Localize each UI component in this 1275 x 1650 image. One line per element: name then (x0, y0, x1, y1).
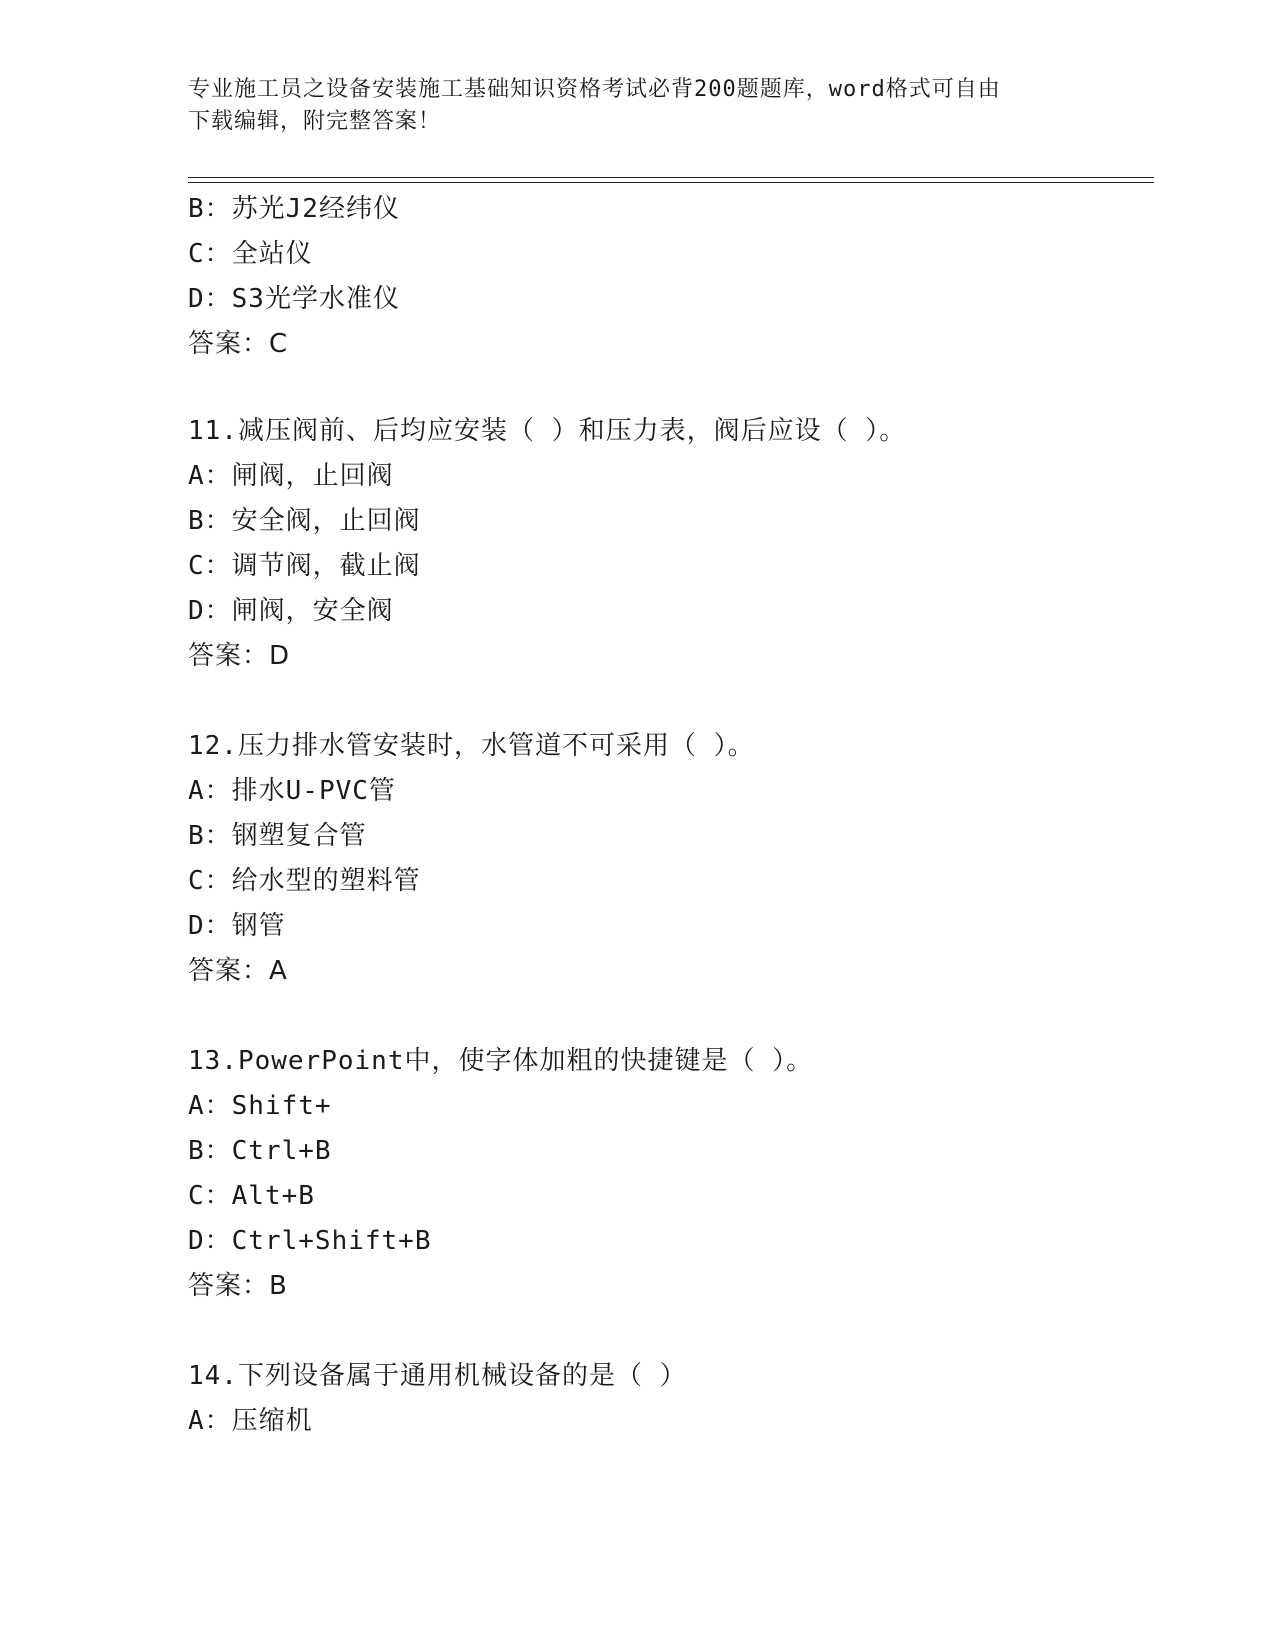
header-title-line-2: 下载编辑，附完整答案！ (188, 109, 442, 134)
q11-option-a: A：闸阀，止回阀 (188, 461, 394, 491)
q12-option-a: A：排水U-PVC管 (188, 776, 396, 806)
q12-option-d: D：钢管 (188, 911, 286, 941)
q12-option-b: B：钢塑复合管 (188, 821, 367, 851)
q13-option-b: B：Ctrl+B (188, 1136, 332, 1166)
q12-option-c: C：给水型的塑料管 (188, 866, 421, 896)
q10-option-b: B：苏光J2经纬仪 (188, 194, 400, 224)
q14-question: 14.下列设备属于通用机械设备的是（ ） (188, 1361, 687, 1391)
q13-answer: 答案：B (188, 1271, 288, 1301)
q12-answer: 答案：A (188, 956, 288, 986)
header-divider-top (188, 177, 1154, 178)
document-header (188, 74, 1068, 138)
q10-option-c: C：全站仪 (188, 239, 313, 269)
q14-option-a: A：压缩机 (188, 1406, 313, 1436)
q13-option-c: C：Alt+B (188, 1181, 315, 1211)
q13-question: 13.PowerPoint中，使字体加粗的快捷键是（ ）。 (188, 1046, 814, 1076)
q12-question: 12.压力排水管安装时，水管道不可采用（ ）。 (188, 731, 755, 761)
q11-option-c: C：调节阀，截止阀 (188, 551, 421, 581)
q11-answer: 答案：D (188, 641, 291, 671)
q11-option-d: D：闸阀，安全阀 (188, 596, 394, 626)
q11-option-b: B：安全阀，止回阀 (188, 506, 421, 536)
q10-answer: 答案：C (188, 329, 289, 359)
q13-option-d: D：Ctrl+Shift+B (188, 1226, 432, 1256)
q13-option-a: A：Shift+ (188, 1091, 332, 1121)
header-title-line-1: 专业施工员之设备安装施工基础知识资格考试必背200题题库，word格式可自由 (188, 77, 1001, 102)
q10-option-d: D：S3光学水准仪 (188, 284, 400, 314)
q11-question: 11.减压阀前、后均应安装（ ）和压力表，阀后应设（ ）。 (188, 416, 907, 446)
header-divider-bottom (188, 182, 1154, 183)
